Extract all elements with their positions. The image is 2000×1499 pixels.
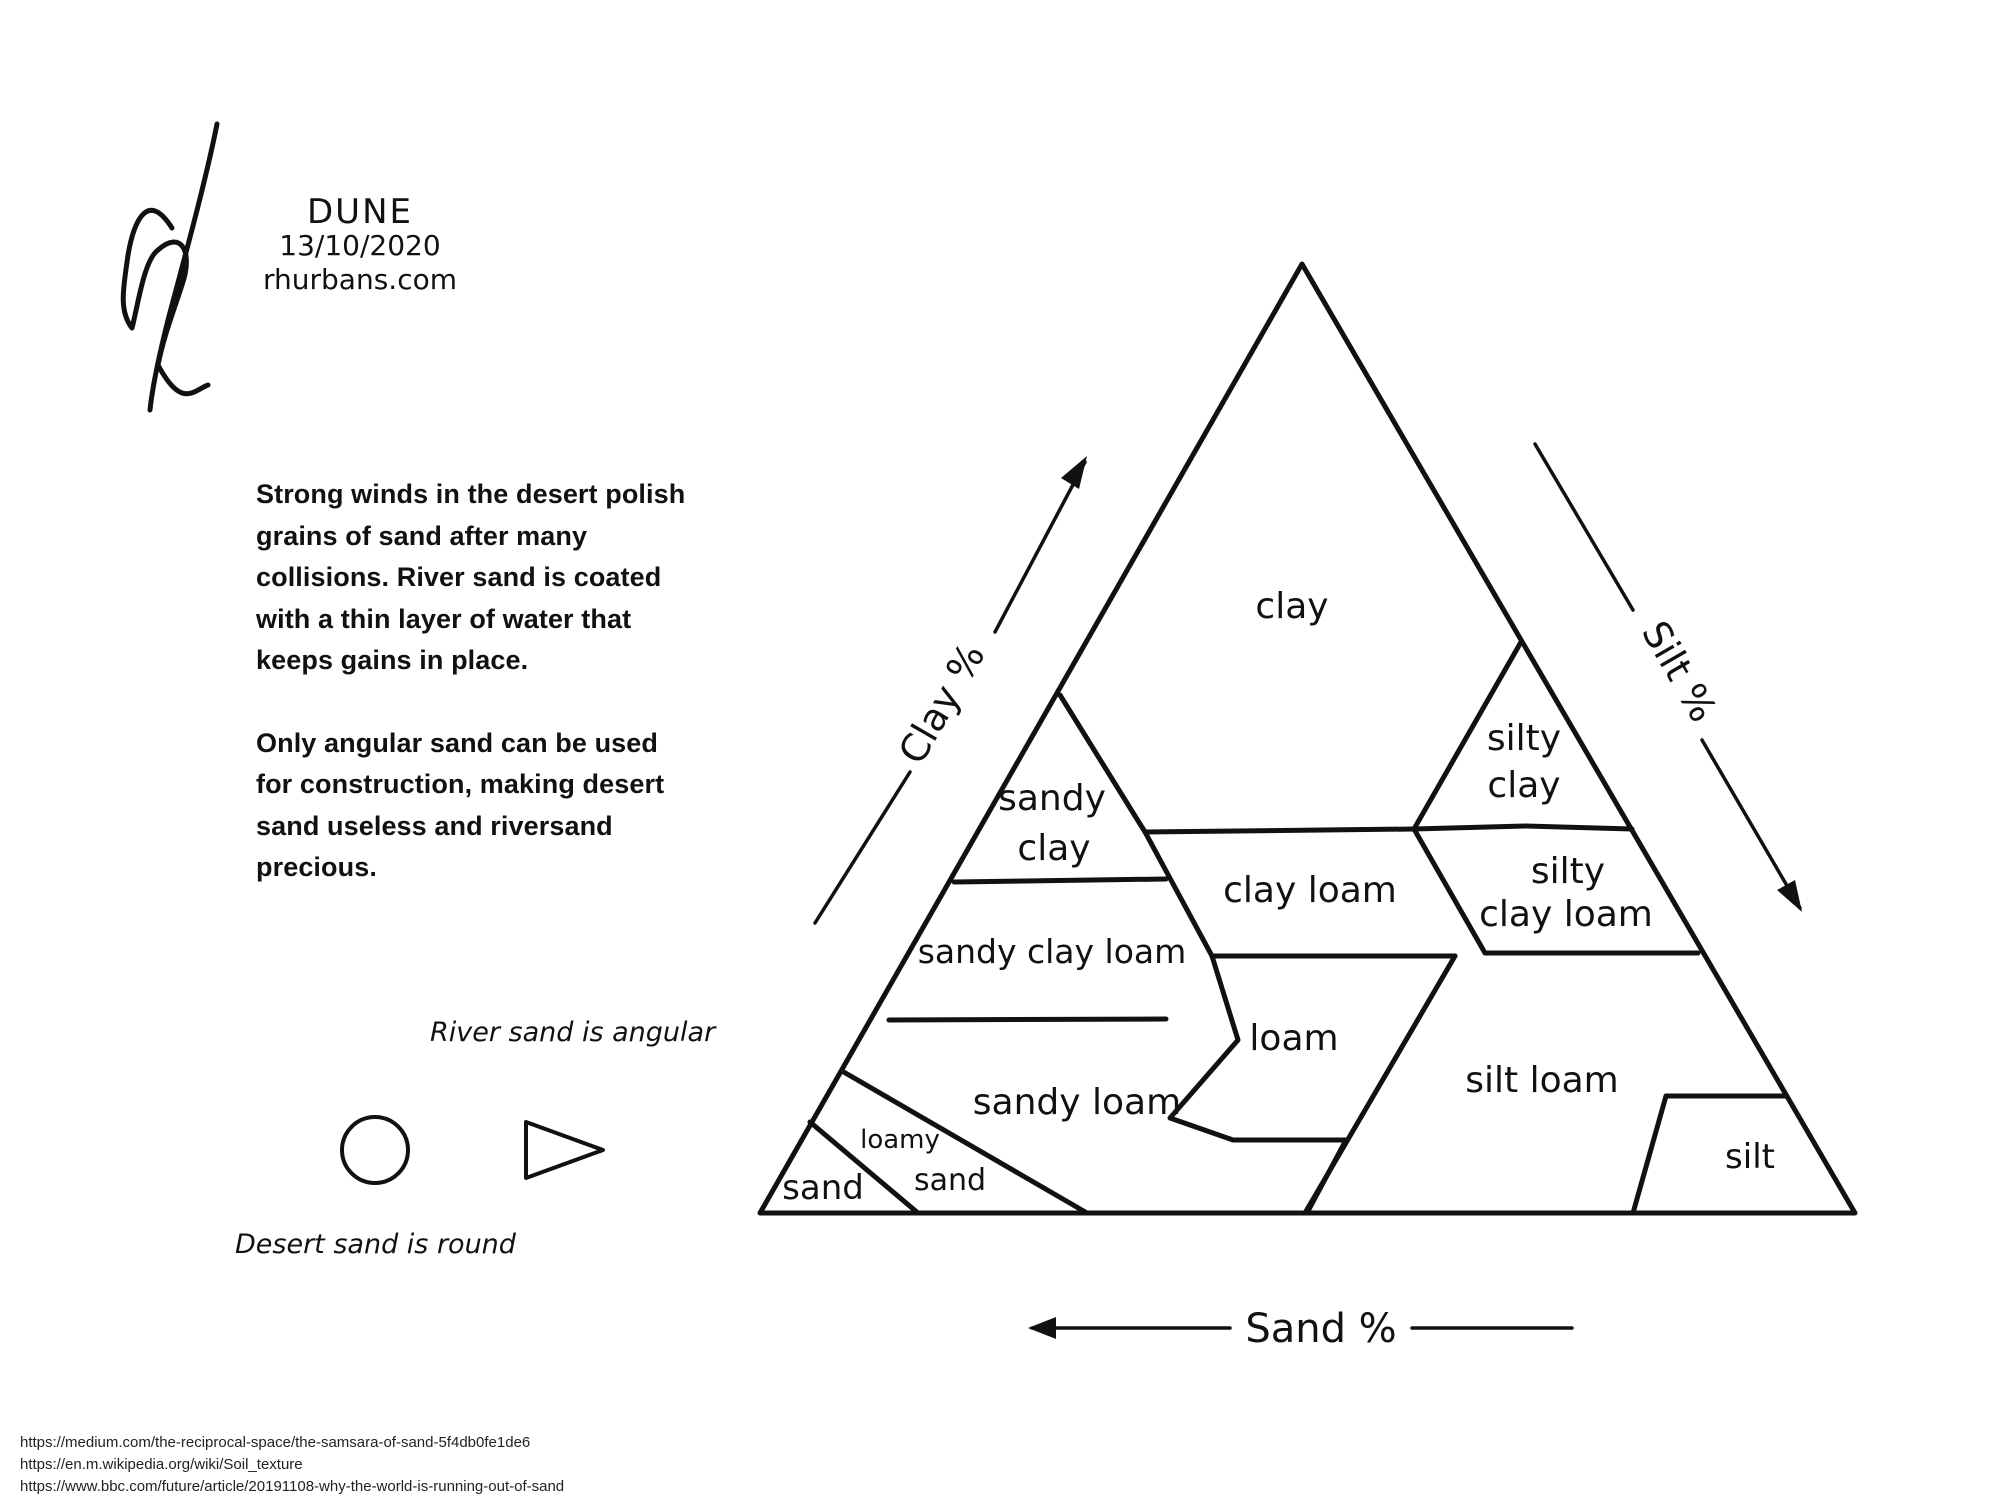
clay-axis-label: Clay % [889,635,994,772]
boundary-line [1145,826,1632,832]
silt-axis-arrow-icon [1777,880,1802,912]
region-silty-clay-loam-label: clay loam [1479,894,1653,935]
region-loam-label: loam [1249,1018,1339,1059]
reference-link[interactable]: https://en.m.wikipedia.org/wiki/Soil_texture [20,1456,303,1473]
sand-axis-label: Sand % [1245,1306,1397,1352]
website-label: rhurbans.com [263,263,457,296]
region-silt-loam-label: silt loam [1465,1060,1619,1101]
river-sand-label: River sand is angular [430,1017,716,1048]
region-clay-label: clay [1255,586,1329,627]
silt-axis-label: Silt % [1633,613,1726,730]
description-paragraph: Strong winds in the desert polish grains of sand after many collisions. River sand is coated with a thin layer of water that keeps gains in place. [256,479,686,675]
region-sand-label: sand [782,1168,864,1208]
region-loamy-sand-label: sand [913,1163,987,1198]
silt-axis-line [1535,444,1633,610]
region-loamy-sand-label: loamy [860,1125,940,1155]
reference-link[interactable]: https://medium.com/the-reciprocal-space/the-samsara-of-sand-5f4db0fe1de6 [20,1434,531,1451]
boundary-line [1305,956,1455,1213]
region-silty-clay-loam-label: silty [1530,851,1606,892]
reference-link[interactable]: https://www.bbc.com/future/article/20191108-why-the-world-is-running-out-of-sand [20,1478,565,1495]
region-silty-clay-label: clay [1487,765,1561,806]
region-sandy-clay-label: clay [1017,828,1091,869]
boundary-line [954,879,1166,882]
region-silty-clay-label: silty [1486,718,1562,759]
sand-axis-arrow-icon [1028,1317,1056,1339]
region-sandy-clay-loam-label: sandy clay loam [917,932,1187,971]
region-clay-loam-label: clay loam [1223,870,1397,911]
references-list [20,1432,564,1498]
page-title: DUNE [307,192,413,232]
region-sandy-loam-label: sandy loam [972,1082,1182,1123]
date-label: 13/10/2020 [279,229,441,262]
silt-axis-line [1702,740,1800,908]
clay-axis-arrow-icon [1061,456,1087,489]
boundary-line [889,1019,1166,1020]
description-paragraph: Only angular sand can be used for construction, making desert sand useless and riversand precious. [256,727,665,882]
region-silt-label: silt [1725,1137,1775,1177]
region-sandy-clay-label: sandy [998,778,1106,819]
desert-sand-label: Desert sand is round [235,1229,516,1260]
clay-axis-line [995,462,1085,632]
clay-axis-line [815,772,910,923]
